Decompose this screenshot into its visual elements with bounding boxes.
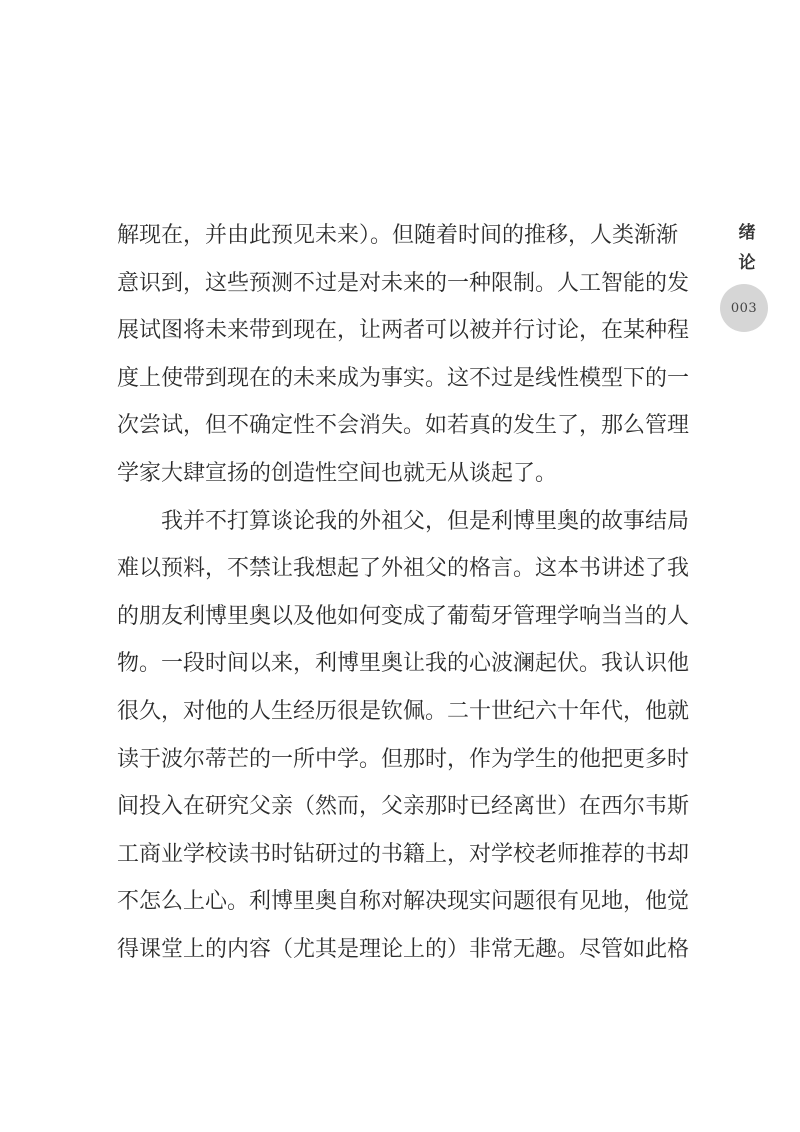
chapter-title-char: 绪 — [738, 223, 756, 243]
text-line: 读于波尔蒂芒的一所中学。但那时，作为学生的他把更多时 — [117, 746, 690, 772]
text-line: 工商业学校读书时钻研过的书籍上，对学校老师推荐的书却 — [117, 841, 690, 867]
text-line: 得课堂上的内容（尤其是理论上的）非常无趣。尽管如此格 — [117, 936, 690, 962]
text-line: 难以预料，不禁让我想起了外祖父的格言。这本书讲述了我 — [117, 556, 690, 582]
text-line: 解现在，并由此预见未来）。但随着时间的推移，人类渐渐 — [117, 223, 679, 248]
text-line: 我并不打算谈论我的外祖父，但是利博里奥的故事结局 — [117, 508, 690, 534]
text-line: 不怎么上心。利博里奥自称对解决现实问题很有见地，他觉 — [117, 889, 690, 915]
chapter-title-char: 论 — [738, 253, 756, 273]
chapter-title — [736, 218, 758, 278]
text-line: 意识到，这些预测不过是对未来的一种限制。人工智能的发 — [117, 270, 690, 296]
text-line: 次尝试，但不确定性不会消失。如若真的发生了，那么管理 — [117, 413, 690, 439]
text-line: 物。一段时间以来，利博里奥让我的心波澜起伏。我认识他 — [117, 651, 690, 677]
text-line: 展试图将未来带到现在，让两者可以被并行讨论，在某种程 — [117, 318, 690, 344]
text-line: 间投入在研究父亲（然而，父亲那时已经离世）在西尔韦斯 — [117, 794, 690, 820]
body-text — [117, 212, 690, 974]
page-number-badge — [720, 284, 768, 332]
page-number: 003 — [730, 300, 758, 316]
text-line: 度上使带到现在的未来成为事实。这不过是线性模型下的一 — [117, 365, 690, 391]
text-line: 很久，对他的人生经历很是钦佩。二十世纪六十年代，他就 — [117, 698, 690, 724]
text-line: 的朋友利博里奥以及他如何变成了葡萄牙管理学响当当的人 — [117, 603, 690, 629]
text-line: 学家大肆宣扬的创造性空间也就无从谈起了。 — [117, 460, 558, 486]
